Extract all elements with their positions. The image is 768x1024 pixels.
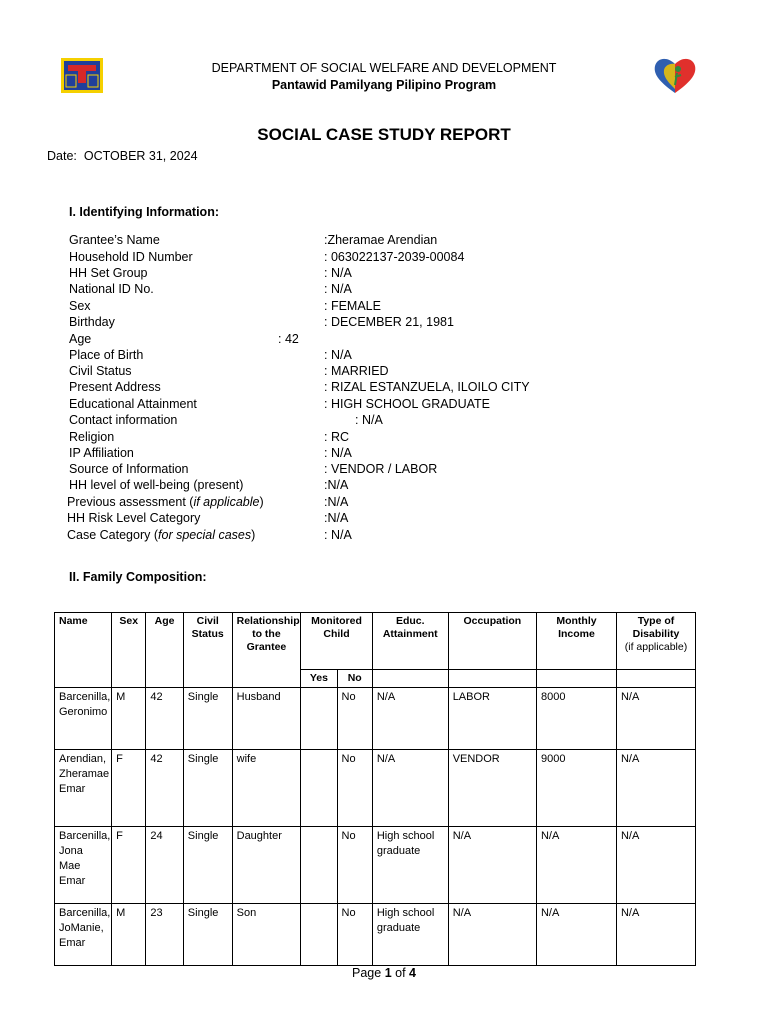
info-row [69,249,465,265]
info-value: : N/A [324,348,352,362]
info-row [69,298,381,314]
cell-name: Barcenilla, JoManie, Emar [55,904,112,966]
cell-age: 42 [146,688,183,750]
cell-relationship: Daughter [232,827,301,904]
info-value: :N/A [324,478,349,492]
section-family-heading: II. Family Composition: [69,570,207,584]
info-row [67,527,352,543]
of-word: of [395,966,406,980]
table-row [55,750,696,827]
report-date [47,149,198,163]
page-number [0,966,768,980]
info-row [69,396,490,412]
info-value: :N/A [324,495,349,509]
info-value: : N/A [355,413,383,427]
cell-yes [301,904,337,966]
info-value: : MARRIED [324,364,389,378]
info-value: : DECEMBER 21, 1981 [324,315,454,329]
cell-name: Barcenilla, Geronimo [55,688,112,750]
col-header-name: Name [55,613,112,688]
cell-disability: N/A [616,750,695,827]
col-header-monitored-child: Monitored Child [301,613,373,670]
section-identifying-heading: I. Identifying Information: [69,205,219,219]
cell-civil: Single [183,904,232,966]
cell-civil: Single [183,750,232,827]
page-word: Page [352,966,382,980]
info-label: Contact information [69,413,178,427]
cell-occupation: N/A [448,827,536,904]
page-current: 1 [384,966,392,980]
info-label: Case Category (for special cases) [67,528,256,542]
cell-occupation: N/A [448,904,536,966]
program-name: Pantawid Pamilyang Pilipino Program [271,78,497,92]
col-header-yes: Yes [301,670,337,688]
cell-yes [301,827,337,904]
cell-no: No [337,827,372,904]
info-label: Birthday [69,315,115,329]
info-value: : VENDOR / LABOR [324,462,438,476]
info-label: Present Address [69,380,161,394]
info-label: IP Affiliation [69,446,134,460]
info-label: Educational Attainment [69,397,197,411]
info-value: : N/A [324,282,352,296]
info-label: Sex [69,299,91,313]
info-value: :Zheramae Arendian [324,233,438,247]
cell-disability: N/A [616,904,695,966]
info-value: : RIZAL ESTANZUELA, ILOILO CITY [324,380,530,394]
date-label: Date: [47,149,77,163]
info-row [69,429,349,445]
info-value: : N/A [324,446,352,460]
col-header-civil-status: Civil Status [183,613,232,688]
info-value: : 42 [278,332,299,346]
info-value: : 063022137-2039-00084 [324,250,465,264]
col-header-no: No [337,670,372,688]
cell-yes [301,688,337,750]
info-label: HH Risk Level Category [67,511,201,525]
cell-occupation: VENDOR [448,750,536,827]
cell-civil: Single [183,688,232,750]
info-label: Religion [69,430,115,444]
info-row [69,412,383,428]
info-label: HH Set Group [69,266,148,280]
cell-age: 42 [146,750,183,827]
cell-income: N/A [536,904,616,966]
cell-no: No [337,904,372,966]
cell-no: No [337,688,372,750]
info-label: Source of Information [69,462,189,476]
cell-disability: N/A [616,827,695,904]
cell-educ: High school graduate [372,827,448,904]
cell-educ: N/A [372,750,448,827]
info-row [69,347,352,363]
info-row [69,363,389,379]
info-row [69,445,352,461]
info-value: : N/A [324,266,352,280]
col-header-relationship: Relationship to the Grantee [232,613,301,688]
cell-sex: F [112,750,146,827]
col-header-educ: Educ. Attainment [372,613,448,670]
date-value: OCTOBER 31, 2024 [83,149,198,163]
info-value: : HIGH SCHOOL GRADUATE [324,397,490,411]
col-header-disability: Type of Disability (if applicable) [616,613,695,670]
table-row [55,904,696,966]
cell-educ: High school graduate [372,904,448,966]
info-label: HH level of well-being (present) [69,478,244,492]
col-header-income: Monthly Income [536,613,616,670]
info-row [69,265,352,281]
info-value: : N/A [324,528,352,542]
cell-relationship: Son [232,904,301,966]
info-label: National ID No. [69,282,154,296]
cell-age: 24 [146,827,183,904]
document-title: SOCIAL CASE STUDY REPORT [257,125,511,144]
cell-income: 9000 [536,750,616,827]
cell-age: 23 [146,904,183,966]
cell-sex: M [112,688,146,750]
info-value: :N/A [324,511,349,525]
cell-name: Barcenilla, Jona Mae Emar [55,827,112,904]
cell-relationship: wife [232,750,301,827]
page-total: 4 [409,966,416,980]
cell-educ: N/A [372,688,448,750]
info-row [69,232,438,248]
cell-civil: Single [183,827,232,904]
cell-income: 8000 [536,688,616,750]
info-label: Grantee’s Name [69,233,160,247]
info-row [67,510,349,526]
info-row [69,379,530,395]
cell-sex: M [112,904,146,966]
cell-no: No [337,750,372,827]
department-name: DEPARTMENT OF SOCIAL WELFARE AND DEVELOPMENT [211,61,557,75]
table-row [55,688,696,750]
info-row [69,314,454,330]
family-composition-table [54,612,696,966]
info-value: : FEMALE [324,299,381,313]
cell-name: Arendian, Zheramae Emar [55,750,112,827]
info-row [69,281,352,297]
info-value: : RC [324,430,349,444]
cell-sex: F [112,827,146,904]
col-header-sex: Sex [112,613,146,688]
info-row [69,477,349,493]
info-label: Previous assessment (if applicable) [67,495,264,509]
info-row [67,494,349,510]
table-row [55,827,696,904]
cell-yes [301,750,337,827]
info-label: Place of Birth [69,348,144,362]
info-label: Age [69,332,92,346]
info-row [69,461,438,477]
cell-disability: N/A [616,688,695,750]
info-row [69,331,299,347]
col-header-age: Age [146,613,183,688]
cell-relationship: Husband [232,688,301,750]
cell-income: N/A [536,827,616,904]
info-label: Civil Status [69,364,132,378]
info-label: Household ID Number [69,250,193,264]
col-header-occupation: Occupation [448,613,536,670]
cell-occupation: LABOR [448,688,536,750]
col-header-disability-sub: (if applicable) [624,641,688,653]
